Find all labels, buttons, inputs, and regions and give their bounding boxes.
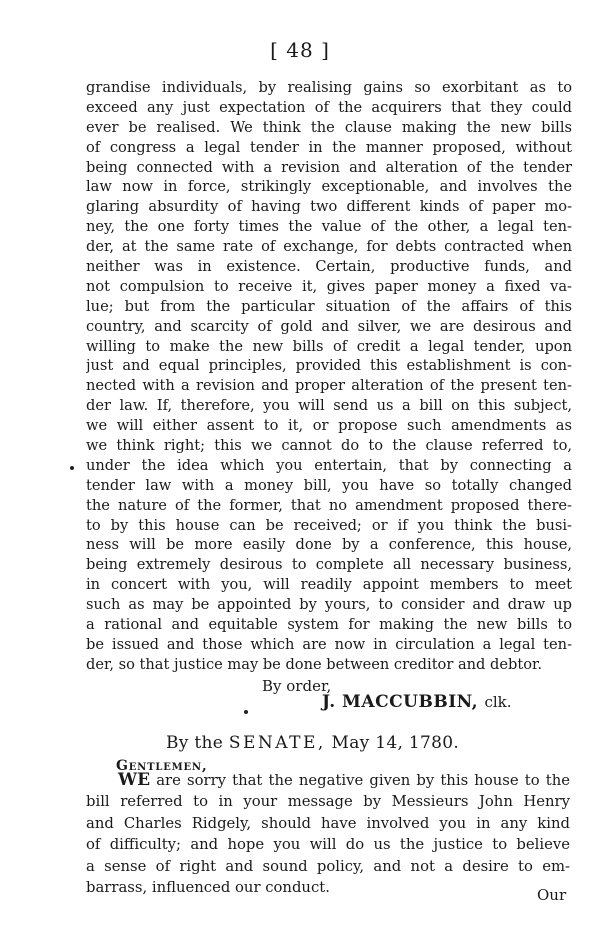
text-line: and Charles Ridgely, should have involved you in any kind — [86, 814, 570, 832]
margin-mark — [244, 710, 248, 714]
text-line: a rational and equitable system for making the new bills to — [86, 616, 572, 634]
text-line: exceed any just expectation of the acquirers that they could — [86, 98, 572, 116]
text-line: nected with a revision and proper alteration of the present ten- — [86, 377, 572, 395]
text-line: to by this house can be received; or if you think the busi- — [86, 516, 572, 534]
senate-message-body — [86, 770, 570, 898]
text-line: barrass, influenced our conduct. — [86, 878, 330, 896]
text-line: der, so that justice may be done between creditor and debtor. — [86, 655, 543, 673]
heading-prefix: By the — [166, 733, 224, 753]
heading-body: SENATE, — [228, 733, 326, 753]
signoff: By order, — [262, 677, 332, 695]
margin-mark — [70, 466, 74, 470]
text-line: being connected with a revision and alteration of the tender — [86, 158, 572, 176]
text-line: lue; but from the particular situation of the affairs of this — [86, 297, 572, 315]
text-line: the nature of the former, that no amendment proposed there- — [86, 496, 572, 514]
text-line: ney, the one forty times the value of the other, a legal ten- — [86, 218, 572, 236]
drop-cap: WE — [118, 770, 151, 790]
signature-title: clk. — [484, 693, 512, 711]
text-line: under the idea which you entertain, that by connecting a — [86, 456, 572, 474]
signature — [322, 692, 512, 712]
text-line: country, and scarcity of gold and silver, we are desirous and — [86, 317, 572, 335]
text-line: neither was in existence. Certain, productive funds, and — [86, 258, 572, 276]
text-line: we will either assent to it, or propose such amendments as — [86, 417, 572, 435]
text-line: we think right; this we cannot do to the clause referred to, — [86, 437, 572, 455]
first-line-text: are sorry that the negative given by this house to the — [156, 772, 570, 789]
letter-body — [86, 78, 572, 675]
text-line: grandise individuals, by realising gains so exorbitant as to — [86, 79, 572, 96]
section-heading — [166, 733, 459, 753]
text-line: not compulsion to receive it, gives paper money a fixed va- — [86, 277, 572, 295]
text-line — [86, 770, 570, 791]
text-line: glaring absurdity of having two different kinds of paper mo- — [86, 198, 572, 216]
salutation: Gentlemen, — [116, 758, 208, 774]
text-line: in concert with you, will readily appoint members to meet — [86, 576, 572, 594]
text-line: der law. If, therefore, you will send us a bill on this subject, — [86, 397, 572, 415]
text-line: law now in force, strikingly exceptionable, and involves the — [86, 178, 572, 196]
text-line: of congress a legal tender in the manner proposed, without — [86, 138, 572, 156]
text-line: just and equal principles, provided this establishment is con- — [86, 357, 572, 375]
catchword: Our — [537, 886, 567, 904]
text-line: of difficulty; and hope you will do us the justice to believe — [86, 836, 570, 854]
page-number: [ 48 ] — [270, 38, 330, 62]
text-line: be issued and those which are now in circulation a legal ten- — [86, 635, 572, 653]
text-line: ever be realised. We think the clause making the new bills — [86, 118, 572, 136]
heading-date: May 14, 1780. — [331, 733, 460, 753]
text-line: tender law with a money bill, you have so totally changed — [86, 476, 572, 494]
text-line: der, at the same rate of exchange, for debts contracted when — [86, 238, 572, 256]
text-line: ness will be more easily done by a conference, this house, — [86, 536, 572, 554]
text-line: such as may be appointed by yours, to consider and draw up — [86, 596, 572, 614]
text-line: a sense of right and sound policy, and not a desire to em- — [86, 857, 570, 875]
text-line: willing to make the new bills of credit a legal tender, upon — [86, 337, 572, 355]
signature-name: J. MACCUBBIN, — [322, 692, 479, 712]
text-line: bill referred to in your message by Messieurs John Henry — [86, 793, 570, 811]
text-line: being extremely desirous to complete all necessary business, — [86, 556, 572, 574]
